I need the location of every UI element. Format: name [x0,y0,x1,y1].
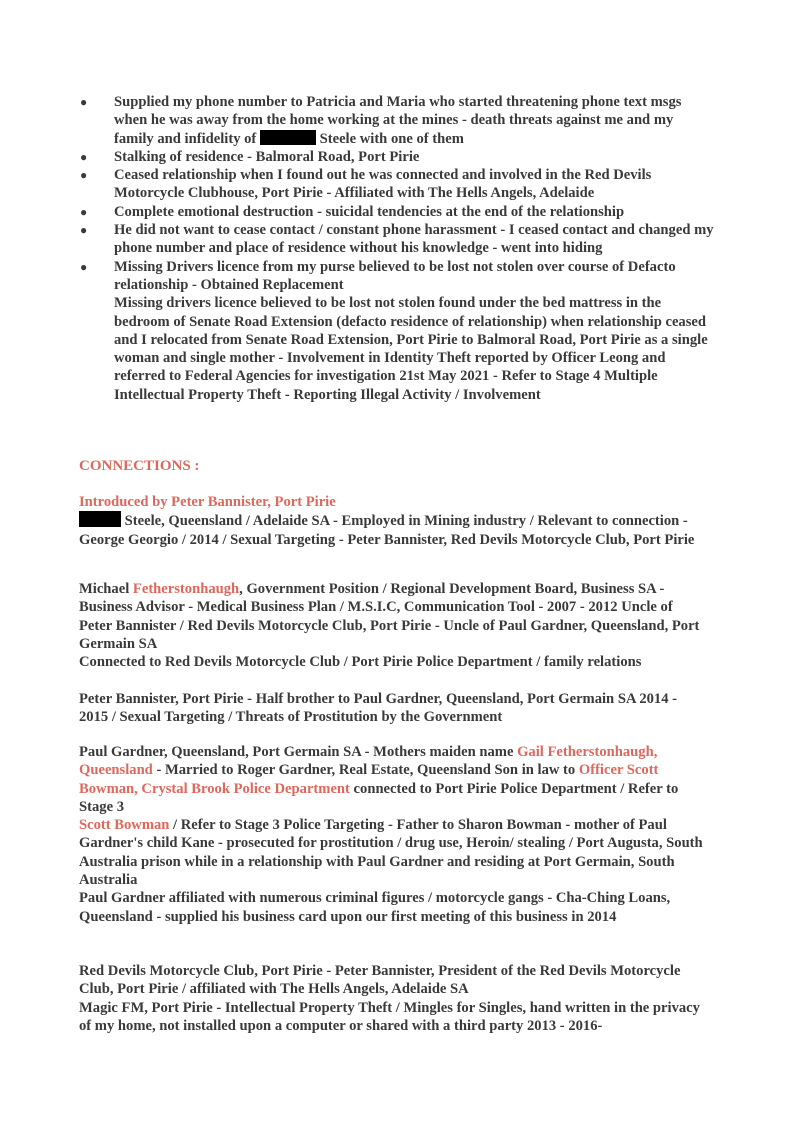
bullet-icon: ● [80,95,88,109]
list-item: ● Complete emotional destruction - suicidal tendencies at the end of the relationship [80,203,625,220]
intro-section: Introduced by Peter Bannister, Port Pirie Steele, Queensland / Adelaide SA - Employed in Mining industry / Relevant to connection - George Georgio / 2014 / Sexual Targeting - Peter Bannister, Red Devils Motorcycle Club, Port Pirie [79,494,695,548]
paul-section: Paul Gardner, Queensland, Port Germain SA - Mothers maiden name Gail Fetherstonhaugh, Queensland - Married to Roger Gardner, Real Estate, Queensland Son in law to Officer Scott Bowman, Crystal Brook Police Department connected to Port Pirie Police Department / Refer to Stage 3 Scott Bowman / Refer to Stage 3 Police Targeting - Father to Sharon Bowman - mother of Paul Gardner's child Kane - prosecuted for prostitution / drug use, Heroin/ stealing / Port Augusta, South Australia prison while in a relationship with Paul Gardner and residing at Port Germain, South Australia Paul Gardner affiliated with numerous criminal figures / motorcycle gangs - Cha-Ching Loans, Queensland - supplied his business card upon our first meeting of this business in 2014 [79,744,703,925]
intro-label: Introduced by Peter Bannister, Port Pirie [79,494,336,510]
bullet-icon: ● [80,149,88,164]
bullet-icon: ● [80,259,88,274]
rdmc-section: Red Devils Motorcycle Club, Port Pirie - Peter Bannister, President of the Red Devils Motorcycle Club, Port Pirie / affiliated with The Hells Angels, Adelaide SA Magic FM, Port Pirie - Intellectual Property Theft / Mingles for Singles, hand written in the privacy of my home, not installed upon a computer or shared with a third party 2013 - 2016- [79,963,700,1034]
bullet-icon: ● [80,204,88,219]
list-item: ● Supplied my phone number to Patricia and Maria who started threatening phone text msgs when he was away from the home working at the mines - death threats against me and my family and infidelity of Steele with one of them [80,94,682,147]
list-item: ● Missing Drivers licence from my purse believed to be lost not stolen over course of Defacto relationship - Obtained Replacement Missing drivers licence believed to be lost not stolen found under the bed mattress in the bedroom of Senate Road Extension (defacto residence of relationship) when relationship ceased and I relocated from Senate Road Extension, Port Pirie to Balmoral Road, Port Pirie as a single woman and single mother - Involvement in Identity Theft reported by Officer Leong and referred to Federal Agencies for investigation 21st May 2021 - Refer to Stage 4 Multiple Intellectual Property Theft - Reporting Illegal Activity / Involvement [80,258,708,403]
redaction-block [79,511,121,527]
bullet-icon: ● [80,168,88,183]
connections-heading: CONNECTIONS : [79,458,200,474]
peter-section: Peter Bannister, Port Pirie - Half brother to Paul Gardner, Queensland, Port Germain SA 2014 - 2015 / Sexual Targeting / Threats of Prostitution by the Government [79,691,678,726]
bullet-list [76,93,716,404]
redaction-block [260,130,316,145]
list-item: ● Ceased relationship when I found out he was connected and involved in the Red Devils Motorcycle Clubhouse, Port Pirie - Affiliated with The Hells Angels, Adelaide [80,167,652,202]
michael-section: Michael Fetherstonhaugh, Government Position / Regional Development Board, Business SA - Business Advisor - Medical Business Plan / M.S.I.C, Communication Tool - 2007 - 2012 Uncle of Peter Bannister / Red Devils Motorcycle Club, Port Pirie - Uncle of Paul Gardner, Queensland, Port Germain SA Connected to Red Devils Motorcycle Club / Port Pirie Police Department / family relations [79,581,700,671]
bullet-icon: ● [80,223,88,238]
list-item: ● He did not want to cease contact / constant phone harassment - I ceased contact and changed my phone number and place of residence without his knowledge - went into hiding [80,222,714,257]
list-item: ● Stalking of residence - Balmoral Road, Port Pirie [80,148,420,165]
